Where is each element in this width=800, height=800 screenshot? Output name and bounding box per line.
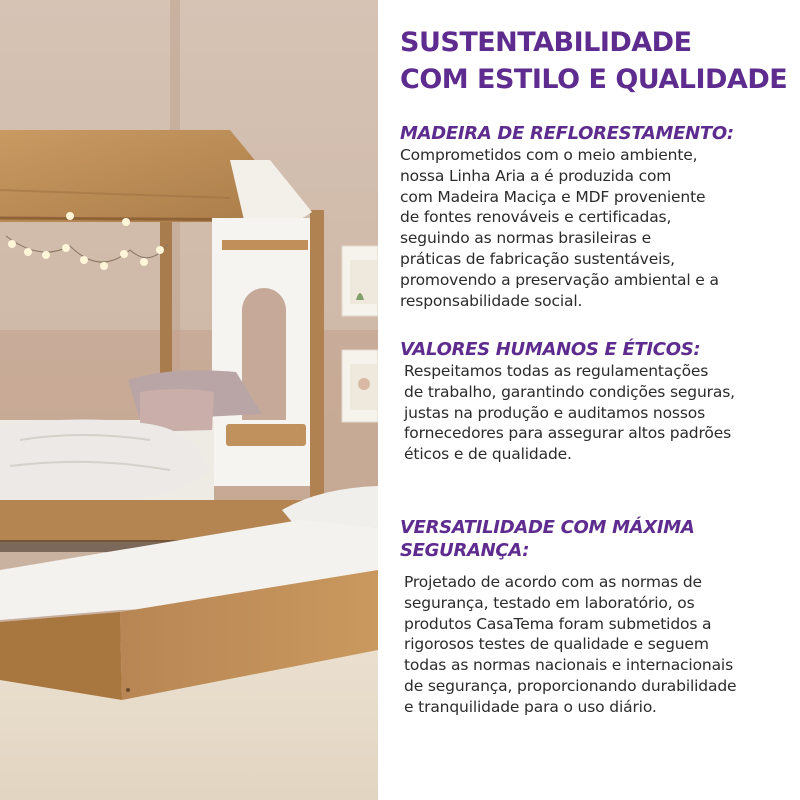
body-line: fornecedores para assegurar altos padrões	[404, 424, 732, 443]
body-line: nossa Linha Aria a é produzida com	[400, 166, 672, 185]
body-line: responsabilidade social.	[400, 291, 583, 310]
section-reforestation-wood	[400, 122, 792, 311]
body-line: produtos CasaTema foram submetidos a	[404, 614, 712, 633]
body-line: promovendo a preservação ambiental e a	[400, 270, 719, 289]
body-line: e tranquilidade para o uso diário.	[404, 697, 657, 716]
headline-line-2: COM ESTILO E QUALIDADE	[400, 64, 788, 95]
text-column	[378, 0, 800, 800]
section-body	[400, 145, 792, 311]
bed-post-right	[310, 210, 324, 500]
body-line: justas na produção e auditamos nossos	[404, 403, 706, 422]
frame-1	[342, 246, 378, 316]
body-line: práticas de fabricação sustentáveis,	[400, 249, 675, 268]
body-line: Respeitamos todas as regulamentações	[404, 362, 709, 380]
section-title	[400, 122, 792, 145]
panel-shelf-bottom	[226, 424, 306, 446]
section-versatility-safety	[400, 516, 792, 718]
body-line: rigorosos testes de qualidade e seguem	[404, 635, 709, 654]
headline	[400, 24, 787, 98]
section-title-line: MADEIRA DE REFLORESTAMENTO:	[400, 123, 734, 144]
body-line: todas as normas nacionais e internacionais	[404, 656, 734, 675]
body-line: de segurança, proporcionando durabilidade	[404, 676, 737, 695]
body-line: Comprometidos com o meio ambiente,	[400, 146, 698, 164]
headline-line-1: SUSTENTABILIDADE	[400, 27, 692, 58]
section-title-line: VALORES HUMANOS E ÉTICOS:	[400, 339, 701, 360]
panel-shelf-top	[222, 240, 308, 250]
section-title	[400, 338, 792, 361]
section-title	[400, 516, 792, 562]
body-line: de trabalho, garantindo condições seguras,	[404, 382, 735, 401]
section-body	[400, 361, 792, 465]
body-line: Projetado de acordo com as normas de	[404, 573, 702, 591]
section-body	[400, 572, 792, 718]
section-title-line: VERSATILIDADE COM MÁXIMA	[400, 517, 695, 538]
body-line: com Madeira Maciça e MDF proveniente	[400, 187, 706, 206]
body-line: éticos e de qualidade.	[404, 445, 572, 464]
section-human-ethical-values	[400, 338, 792, 465]
frame-2	[342, 350, 378, 422]
product-photo	[0, 0, 378, 800]
section-title-line: SEGURANÇA:	[400, 540, 530, 561]
body-line: segurança, testado em laboratório, os	[404, 593, 695, 612]
body-line: seguindo as normas brasileiras e	[400, 229, 652, 248]
body-line: de fontes renováveis e certificadas,	[400, 208, 672, 227]
